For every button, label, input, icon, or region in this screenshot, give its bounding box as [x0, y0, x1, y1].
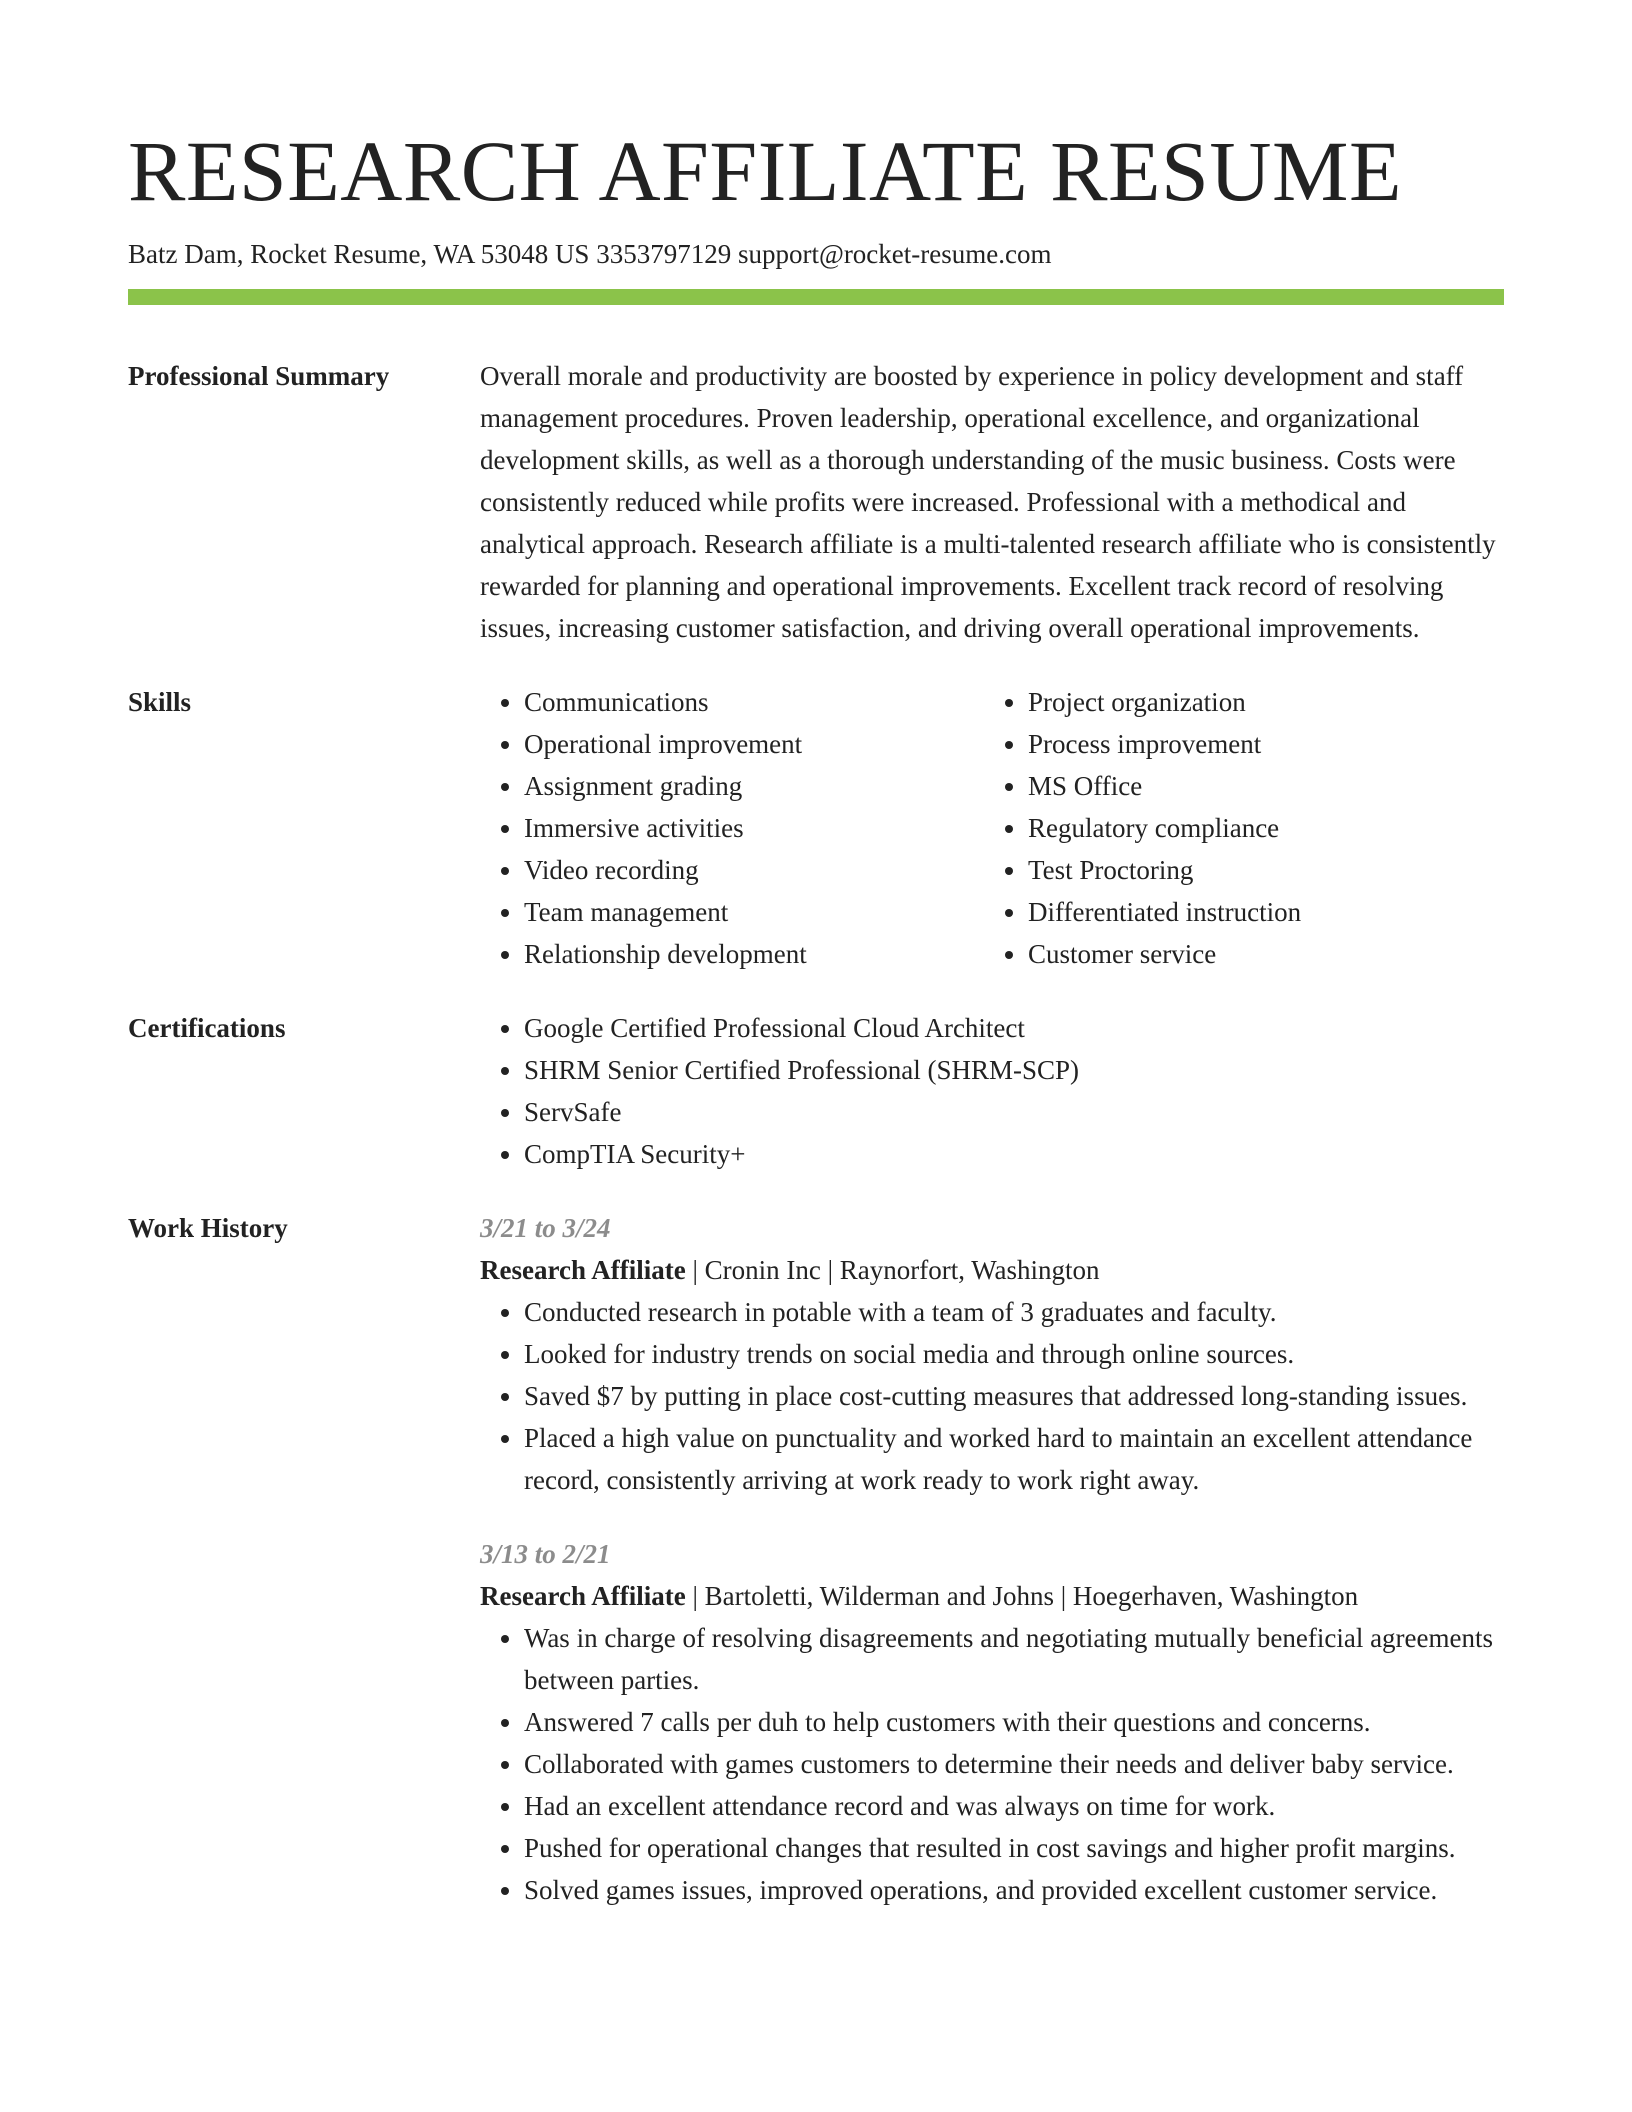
job-responsibilities	[480, 1291, 1504, 1501]
job-entry	[480, 1533, 1504, 1911]
section-label-certifications: Certifications	[128, 1013, 286, 1043]
section-label-work-history: Work History	[128, 1213, 288, 1243]
certification-item: • SHRM Senior Certified Professional (SHRM-SCP)	[524, 1049, 1504, 1091]
skill-item: • Team management	[524, 891, 984, 933]
certification-item: • Google Certified Professional Cloud Architect	[524, 1007, 1504, 1049]
certification-item: • CompTIA Security+	[524, 1133, 1504, 1175]
skill-item: • Test Proctoring	[1028, 849, 1488, 891]
contact-address: Batz Dam, Rocket Resume, WA 53048 US	[128, 239, 590, 269]
job-bullet: • Conducted research in potable with a team of 3 graduates and faculty.	[524, 1291, 1504, 1333]
job-company-location: | Bartoletti, Wilderman and Johns | Hoegerhaven, Washington	[685, 1581, 1359, 1611]
skills-grid	[480, 681, 1504, 975]
job-title: Research Affiliate	[480, 1255, 686, 1285]
skill-item: • Customer service	[1028, 933, 1488, 975]
job-responsibilities	[480, 1617, 1504, 1911]
skill-item: • Relationship development	[524, 933, 984, 975]
job-bullet: • Had an excellent attendance record and was always on time for work.	[524, 1785, 1504, 1827]
job-heading	[480, 1575, 1504, 1617]
skill-item: • MS Office	[1028, 765, 1488, 807]
skills-body	[480, 681, 1504, 975]
skill-item: • Video recording	[524, 849, 984, 891]
section-label-skills: Skills	[128, 687, 192, 717]
section-label-summary: Professional Summary	[128, 361, 390, 391]
job-dates: 3/21 to 3/24	[480, 1213, 611, 1243]
section-work-history	[128, 1207, 1504, 1911]
job-bullet: • Solved games issues, improved operations, and provided excellent customer service.	[524, 1869, 1504, 1911]
job-bullet: • Collaborated with games customers to determine their needs and deliver baby service.	[524, 1743, 1504, 1785]
job-bullet: • Placed a high value on punctuality and worked hard to maintain an excellent attendance record, consistently arriving at work ready to work right away.	[524, 1417, 1504, 1501]
section-certifications	[128, 1007, 1504, 1175]
job-title: Research Affiliate	[480, 1581, 686, 1611]
certifications-list	[480, 1007, 1504, 1175]
skill-item: • Process improvement	[1028, 723, 1488, 765]
section-professional-summary	[128, 355, 1504, 649]
job-heading	[480, 1249, 1504, 1291]
skills-column-right	[984, 681, 1488, 975]
job-entry	[480, 1207, 1504, 1501]
skill-item: • Communications	[524, 681, 984, 723]
skills-column-left	[480, 681, 984, 975]
job-bullet: • Saved $7 by putting in place cost-cutting measures that addressed long-standing issues.	[524, 1375, 1504, 1417]
skill-item: • Immersive activities	[524, 807, 984, 849]
contact-email: support@rocket-resume.com	[737, 239, 1052, 269]
accent-divider	[128, 289, 1504, 305]
contact-line	[128, 236, 1504, 272]
skills-list-right	[984, 681, 1488, 975]
job-company-location: | Cronin Inc | Raynorfort, Washington	[685, 1255, 1100, 1285]
work-history-body	[480, 1207, 1504, 1911]
job-bullet: • Was in charge of resolving disagreements and negotiating mutually beneficial agreements between parties.	[524, 1617, 1504, 1701]
skill-item: • Operational improvement	[524, 723, 984, 765]
skill-item: • Differentiated instruction	[1028, 891, 1488, 933]
skills-list-left	[480, 681, 984, 975]
skill-item: • Project organization	[1028, 681, 1488, 723]
job-bullet: • Looked for industry trends on social media and through online sources.	[524, 1333, 1504, 1375]
contact-phone: 3353797129	[596, 239, 732, 269]
summary-text: Overall morale and productivity are boosted by experience in policy development and staff management procedures. Proven leadership, operational excellence, and organizational development skills, as well as a thorough understanding of the music business. Costs were consistently reduced while profits were increased. Professional with a methodical and analytical approach. Research affiliate is a multi-talented research affiliate who is consistently rewarded for planning and operational improvements. Excellent track record of resolving issues, increasing customer satisfaction, and driving overall operational improvements.	[480, 361, 1496, 643]
resume-title: RESEARCH AFFILIATE RESUME	[128, 123, 1402, 219]
skill-item: • Regulatory compliance	[1028, 807, 1488, 849]
certifications-body	[480, 1007, 1504, 1175]
section-skills	[128, 681, 1504, 975]
skill-item: • Assignment grading	[524, 765, 984, 807]
job-bullet: • Pushed for operational changes that resulted in cost savings and higher profit margins.	[524, 1827, 1504, 1869]
job-dates: 3/13 to 2/21	[480, 1539, 611, 1569]
certification-item: • ServSafe	[524, 1091, 1504, 1133]
job-bullet: • Answered 7 calls per duh to help customers with their questions and concerns.	[524, 1701, 1504, 1743]
